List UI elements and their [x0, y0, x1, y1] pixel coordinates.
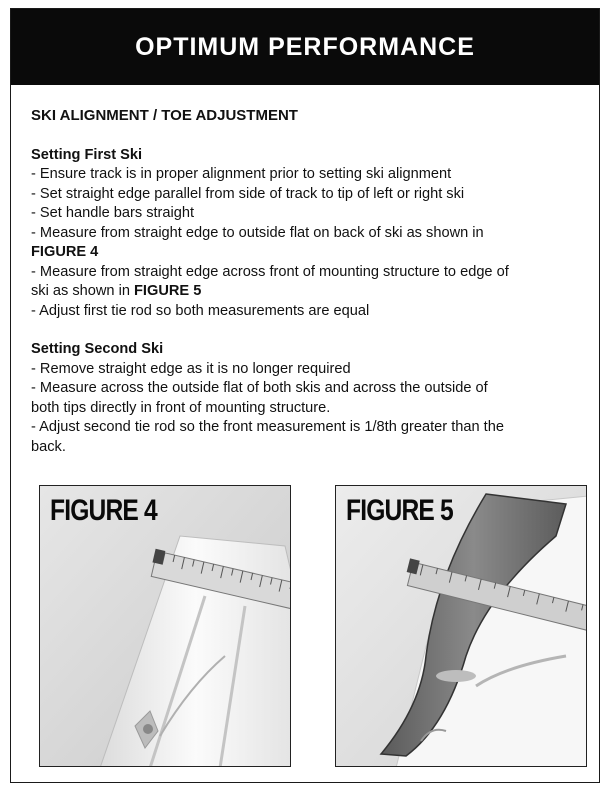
instructions-body [31, 106, 586, 457]
figure-5-panel [335, 485, 587, 767]
first-step-5-figure-ref: FIGURE 5 [134, 283, 202, 299]
first-step-4-figure-ref: FIGURE 4 [31, 244, 99, 260]
figure-5-label: FIGURE 5 [346, 494, 453, 527]
second-step-3-cont: back. [31, 438, 66, 455]
first-step-6: - Adjust first tie rod so both measurements are equal [31, 302, 370, 319]
second-step-1: - Remove straight edge as it is no longer required [31, 360, 351, 377]
first-step-5: - Measure from straight edge across front of mounting structure to edge of [31, 263, 509, 280]
first-step-5-cont-text: ski as shown in [31, 283, 135, 299]
first-ski-heading: Setting First Ski [31, 146, 143, 163]
figure-5-ski-photo [336, 486, 587, 767]
first-step-1: - Ensure track is in proper alignment prior to setting ski alignment [31, 166, 452, 182]
first-step-5-cont [31, 282, 586, 302]
second-step-2-cont: both tips directly in front of mounting structure. [31, 399, 331, 416]
page-title: OPTIMUM PERFORMANCE [135, 32, 475, 61]
first-step-4: - Measure from straight edge to outside flat on back of ski as shown in [31, 224, 484, 241]
first-step-2: - Set straight edge parallel from side of track to tip of left or right ski [31, 185, 465, 202]
figure-4-panel [39, 485, 291, 767]
first-step-3: - Set handle bars straight [31, 205, 195, 221]
figure-4-ski-photo [40, 486, 291, 767]
second-ski-heading: Setting Second Ski [31, 341, 164, 357]
header-banner [11, 9, 599, 85]
second-step-3: - Adjust second tie rod so the front measurement is 1/8th greater than the [31, 419, 504, 435]
section-title: SKI ALIGNMENT / TOE ADJUSTMENT [31, 107, 298, 124]
second-step-2: - Measure across the outside flat of both skis and across the outside of [31, 380, 488, 396]
page-frame [10, 8, 600, 783]
figure-4-label: FIGURE 4 [50, 494, 157, 527]
